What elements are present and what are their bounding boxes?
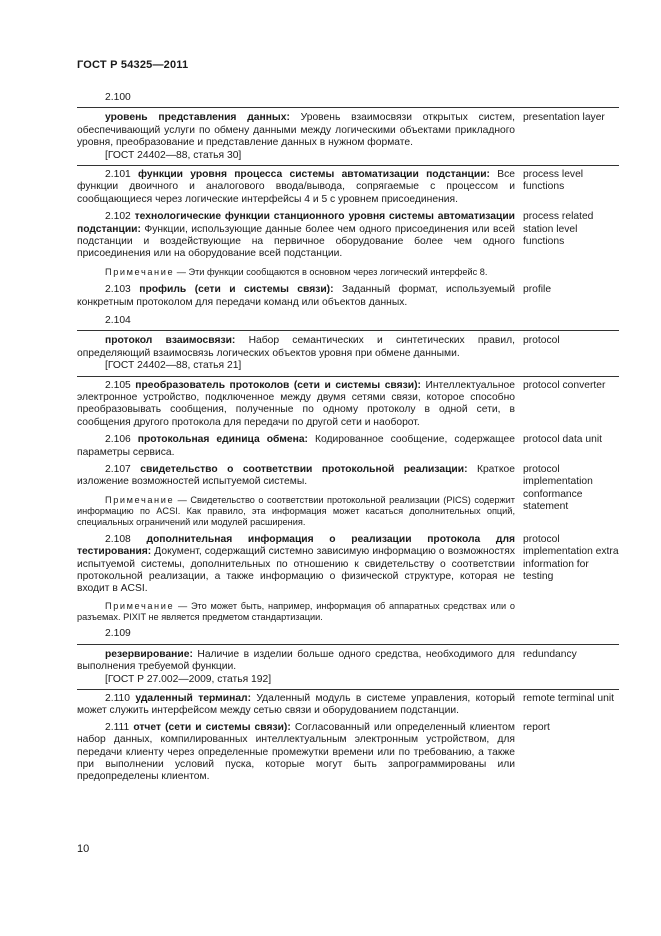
term-definition: Функции, использующие данные более чем одного присоединения или всей подстанции и воздействующие на первичное оборудование более чем одного присоединения или на оборудование всей подстанции. bbox=[77, 223, 515, 260]
page-number: 10 bbox=[77, 843, 90, 855]
term-reference: [ГОСТ Р 27.002—2009, статья 192] bbox=[105, 673, 272, 685]
term-number: 2.102 bbox=[105, 211, 131, 223]
note-label: Примечание bbox=[105, 600, 175, 611]
term-entry-2-102 bbox=[77, 211, 619, 261]
note-text: — Эти функции сообщаются в основном через логический интерфейс 8. bbox=[174, 266, 488, 277]
note-text: — Свидетельство о соответствии протокольной реализации (PICS) содержит информацию по ACSI. Как правило, эта информация может касаться дополнительных опций, специальных ограничений или модулей расширения. bbox=[77, 494, 515, 528]
term-reference: [ГОСТ 24402—88, статья 30] bbox=[105, 149, 242, 161]
term-definition: Заданный формат, используемый конкретным протоколом для передачи команд или объектов данных. bbox=[77, 284, 515, 308]
term-name: преобразователь протоколов (сети и системы связи): bbox=[135, 379, 421, 391]
note-label: Примечание bbox=[105, 494, 175, 505]
term-definition: Интеллектуальное электронное устройство, подключенное между двумя сетями связи, которое способно преобразовывать сообщения, полученные по одному протоколу в одной сети, в сообщения другого протокола для передачи по другой сети и наоборот. bbox=[77, 379, 515, 428]
term-definition: Набор семантических и синтетических правил, определяющий взаимосвязь логических объектов уровня при обмене данными. bbox=[77, 335, 515, 359]
term-definition: Согласованный или определенный клиентом набор данных, компилированных интеллектуальным электронным устройством, для передачи клиенту через определенные промежутки времени или по требованию, а также при выполнении условий пуска, которые могут быть запрограммированы или предопределены клиентом. bbox=[77, 721, 515, 783]
term-entries bbox=[77, 92, 619, 784]
term-name: профиль (сети и системы связи): bbox=[139, 284, 334, 296]
english-equivalent: protocol converter bbox=[523, 379, 606, 391]
term-definition: Все функции двоичного и аналогового ввода/вывода, сопрягаемые с процессом и сообщающиеся через логические интерфейсы 4 и 5 с уровнем присоединения. bbox=[77, 169, 515, 205]
english-equivalent: protocol implementation extra information for testing bbox=[523, 533, 619, 582]
term-entry-2-100 bbox=[77, 107, 619, 166]
term-definition: Наличие в изделии больше одного средства, необходимого для выполнения требуемой функции. bbox=[77, 648, 515, 673]
term-definition: Кодированное сообщение, содержащее параметры сервиса. bbox=[77, 434, 515, 458]
term-name: функции уровня процесса системы автоматизации подстанции: bbox=[138, 169, 490, 181]
english-equivalent: protocol implementation conformance statement bbox=[523, 464, 593, 513]
term-number-2-100: 2.100 bbox=[105, 92, 131, 103]
term-number: 2.111 bbox=[105, 721, 130, 733]
term-name: протокол взаимосвязи: bbox=[105, 335, 236, 347]
term-number: 2.107 bbox=[105, 464, 131, 476]
term-entry-2-111 bbox=[77, 722, 619, 784]
term-name: технологические функции станционного уровня системы автоматизации подстанции: bbox=[77, 211, 515, 235]
term-entry-2-109 bbox=[77, 644, 619, 690]
term-entry-2-110 bbox=[77, 693, 619, 718]
term-entry-2-106 bbox=[77, 434, 619, 459]
term-entry-2-101 bbox=[77, 169, 619, 206]
note-2-108 bbox=[77, 601, 619, 624]
term-definition: Удаленный модуль в системе управления, который может служить интерфейсом между сетью связи и оборудованием подстанции. bbox=[77, 693, 515, 717]
term-name: протокольная единица обмена: bbox=[137, 434, 308, 446]
term-number: 2.103 bbox=[105, 284, 131, 296]
note-text: — Это может быть, например, информация об аппаратных средствах или о разъемах. PIXIT не является предметом стандартизации. bbox=[77, 600, 515, 623]
english-equivalent: protocol data unit bbox=[523, 434, 602, 446]
term-entry-2-105 bbox=[77, 380, 619, 430]
english-equivalent: profile bbox=[523, 284, 552, 296]
term-name: уровень представления данных: bbox=[105, 112, 290, 124]
term-number-2-104: 2.104 bbox=[105, 314, 131, 326]
term-name: отчет (сети и системы связи): bbox=[133, 721, 291, 733]
term-name: удаленный терминал: bbox=[135, 693, 252, 704]
term-name: дополнительная информация о реализации протокола для тестирования: bbox=[77, 533, 515, 558]
term-entry-2-108 bbox=[77, 534, 619, 596]
term-number: 2.108 bbox=[105, 533, 131, 545]
standard-header: ГОСТ Р 54325—2011 bbox=[77, 59, 189, 71]
english-equivalent: remote terminal unit bbox=[523, 693, 614, 704]
term-number: 2.106 bbox=[105, 434, 131, 446]
term-entry-2-104 bbox=[77, 330, 619, 376]
note-2-102 bbox=[77, 267, 619, 278]
term-number: 2.105 bbox=[105, 379, 131, 391]
term-number-2-109: 2.109 bbox=[105, 628, 131, 640]
english-equivalent: redundancy bbox=[523, 648, 577, 660]
term-name: резервирование: bbox=[105, 648, 193, 660]
term-number: 2.110 bbox=[105, 693, 131, 704]
term-definition: Уровень взаимосвязи открытых систем, обеспечивающий услуги по обмену данными между логическими объектами прикладного уровня, преобразование и представление данных в нужном формате. bbox=[77, 112, 516, 149]
note-label: Примечание bbox=[105, 266, 175, 277]
term-name: свидетельство о соответствии протокольной реализации: bbox=[140, 464, 468, 476]
term-definition: Краткое изложение возможностей испытуемой системы. bbox=[77, 464, 515, 488]
term-definition: Документ, содержащий системно зависимую информацию о возможностях испытуемой системы, дополнительных по отношению к свидетельству о соответствии протокольной реализации, а также информацию о физической структуре, которая не входит в ACSI. bbox=[77, 546, 515, 595]
term-entry-2-107 bbox=[77, 464, 619, 529]
term-reference: [ГОСТ 24402—88, статья 21] bbox=[105, 360, 242, 372]
term-entry-2-103 bbox=[77, 284, 619, 309]
english-equivalent: report bbox=[523, 721, 550, 733]
english-equivalent: process related station level functions bbox=[523, 211, 594, 248]
english-equivalent: presentation layer bbox=[523, 112, 605, 124]
term-number: 2.101 bbox=[105, 169, 131, 181]
english-equivalent: process level functions bbox=[523, 169, 584, 193]
english-equivalent: protocol bbox=[523, 335, 560, 347]
